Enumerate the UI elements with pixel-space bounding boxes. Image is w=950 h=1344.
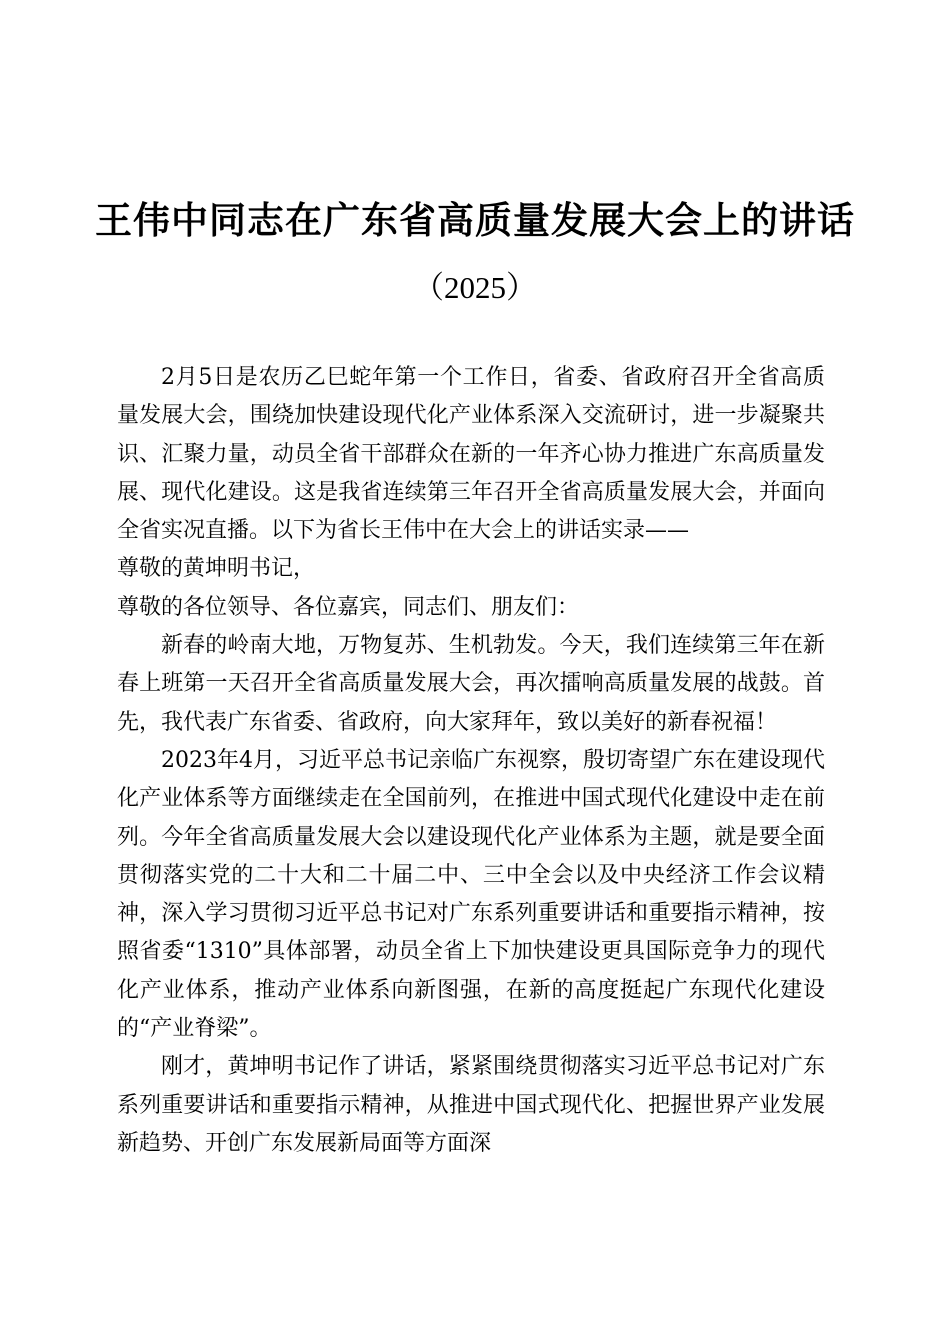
- paragraph-remarks: 刚才，黄坤明书记作了讲话，紧紧围绕贯彻落实习近平总书记对广东系列重要讲话和重要指示精神，从推进中国式现代化、把握世界产业发展新趋势、开创广东发展新局面等方面深: [117, 1054, 825, 1156]
- document-year-label: （2025）: [413, 270, 537, 305]
- document-body: [117, 359, 825, 1163]
- paragraph-greeting: 新春的岭南大地，万物复苏、生机勃发。今天，我们连续第三年在新春上班第一天召开全省高质量发展大会，再次擂响高质量发展的战鼓。首先，我代表广东省委、省政府，向大家拜年，致以美好的新春祝福！: [117, 633, 825, 735]
- document-title: 王伟中同志在广东省高质量发展大会上的讲话: [95, 198, 855, 242]
- paragraph-2023: 2023年4月，习近平总书记亲临广东视察，殷切寄望广东在建设现代化产业体系等方面继续走在全国前列，在推进中国式现代化建设中走在前列。今年全省高质量发展大会以建设现代化产业体系为主题，就是要全面贯彻落实党的二十大和二十届二中、三中全会以及中央经济工作会议精神，深入学习贯彻习近平总书记对广东系列重要讲话和重要指示精神，按照省委“1310”具体部署，动员全省上下加快建设更具国际竞争力的现代化产业体系，推动产业体系向新图强，在新的高度挺起广东现代化建设的“产业脊梁”。: [117, 747, 825, 1042]
- paragraph-intro: 2月5日是农历乙巳蛇年第一个工作日，省委、省政府召开全省高质量发展大会，围绕加快建设现代化产业体系深入交流研讨，进一步凝聚共识、汇聚力量，动员全省干部群众在新的一年齐心协力推进广东高质量发展、现代化建设。这是我省连续第三年召开全省高质量发展大会，并面向全省实况直播。以下为省长王伟中在大会上的讲话实录——: [117, 365, 825, 544]
- salutation-line-1: 尊敬的黄坤明书记，: [117, 556, 316, 582]
- salutation-line-2: 尊敬的各位领导、各位嘉宾，同志们、朋友们：: [117, 594, 580, 620]
